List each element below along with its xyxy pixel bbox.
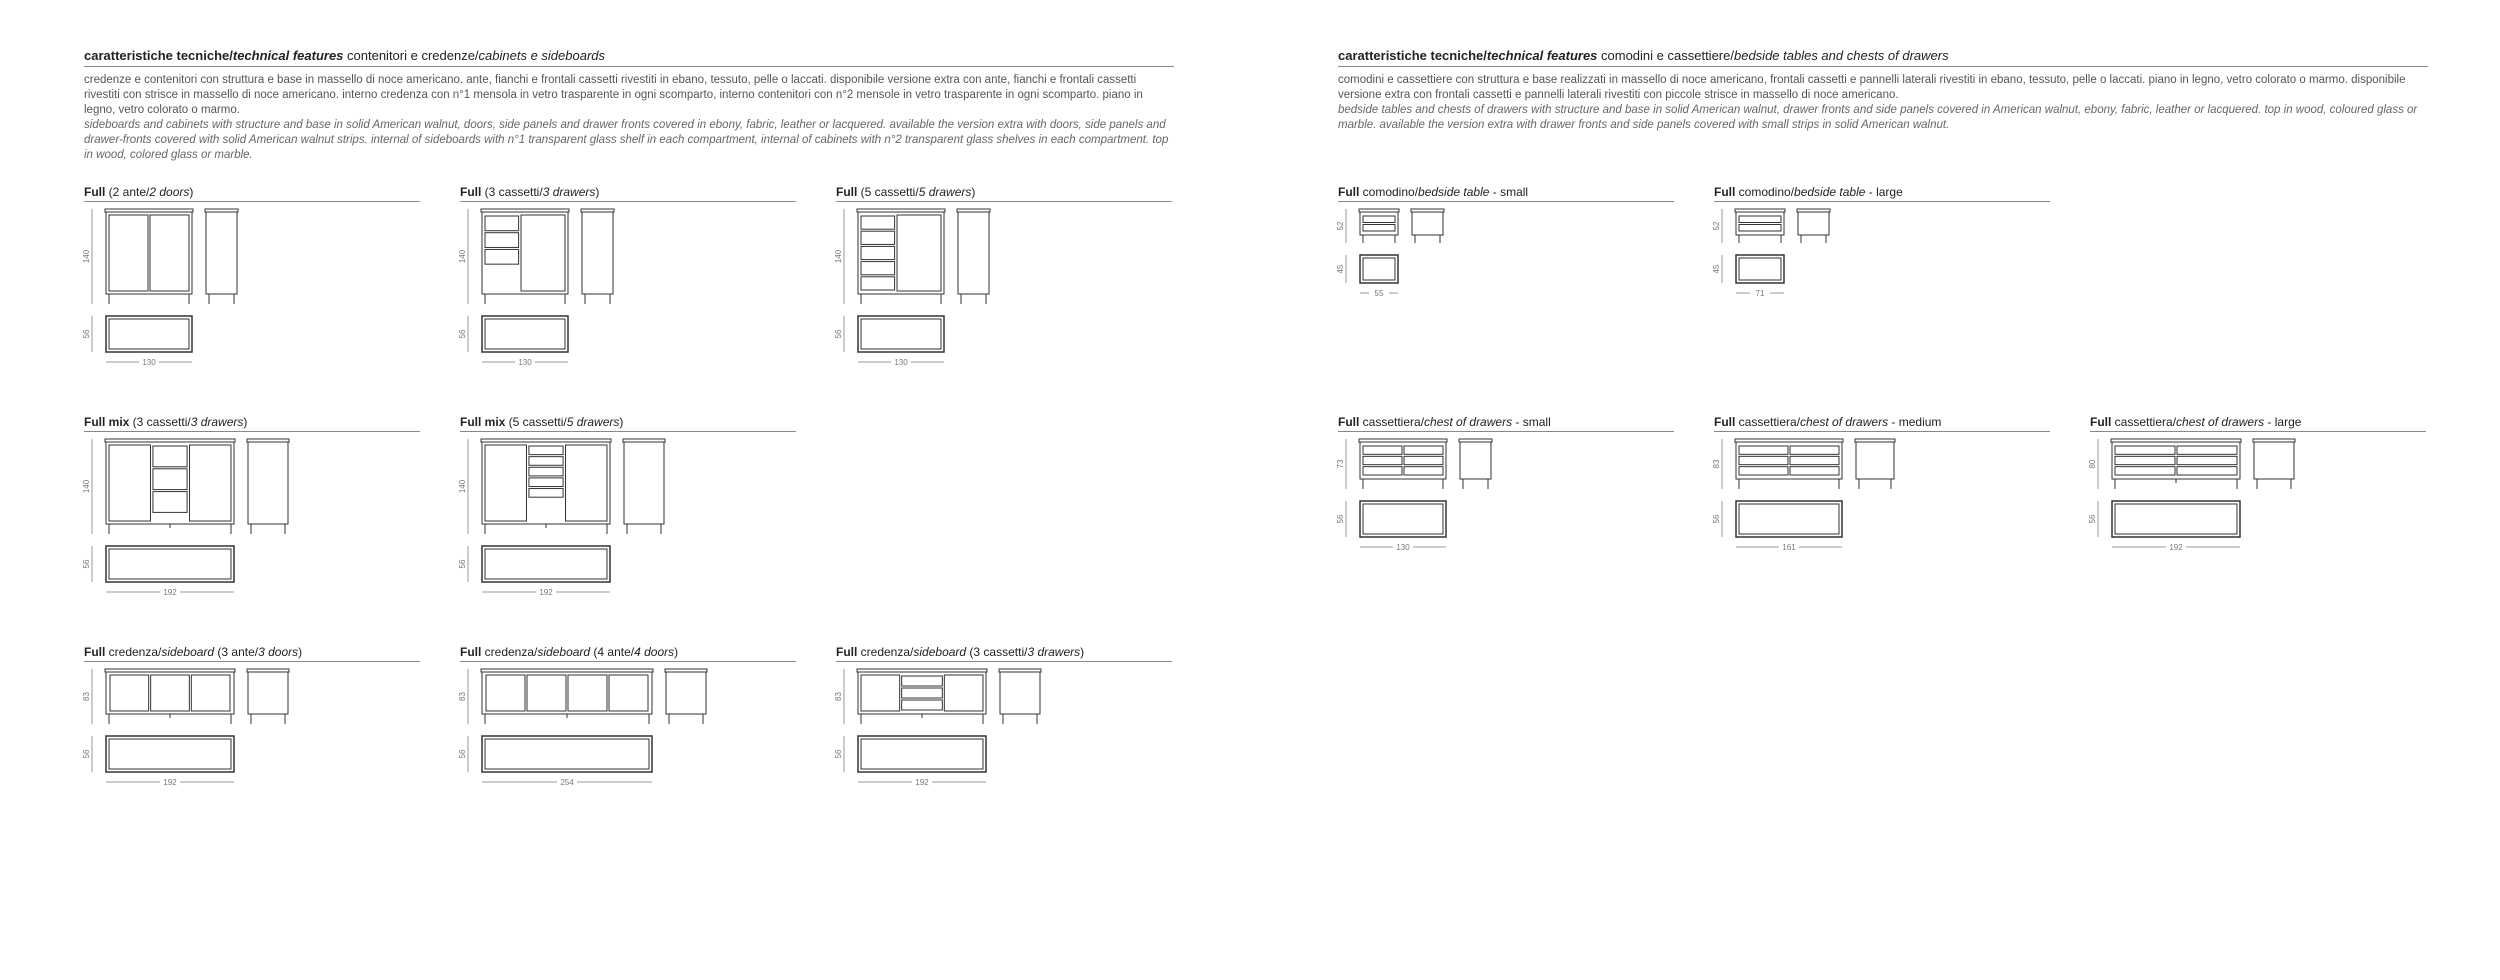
product-section <box>1336 415 1674 552</box>
top-view-outer <box>858 736 986 772</box>
front-body <box>106 212 192 294</box>
drawer-front <box>2177 467 2237 475</box>
top-view-outer <box>1360 255 1398 283</box>
top-view-outer <box>106 546 234 582</box>
right-heading: caratteristiche tecniche/technical features comodini e cassettiere/bedside tables and chests of drawers <box>1338 48 2428 67</box>
side-body <box>624 442 664 524</box>
product-title: Full cassettiera/chest of drawers - large <box>2090 415 2426 432</box>
product-title: Full cassettiera/chest of drawers - medium <box>1714 415 2050 432</box>
drawer-front <box>153 492 187 513</box>
product-section <box>834 185 1172 367</box>
height-label: 140 <box>458 249 467 264</box>
height-label: 80 <box>2088 459 2097 469</box>
top-view-inner <box>109 739 231 769</box>
drawer-front <box>861 277 895 290</box>
drawer-front <box>1739 225 1781 232</box>
top-view-outer <box>106 736 234 772</box>
product-section <box>1336 185 1674 298</box>
drawer-front <box>529 467 563 476</box>
top-view-inner <box>485 319 565 349</box>
product-title: Full credenza/sideboard (3 cassetti/3 drawers) <box>836 645 1172 662</box>
front-body <box>482 212 568 294</box>
drawer-front <box>902 676 943 686</box>
top-view-outer <box>1736 501 1842 537</box>
width-label: 192 <box>163 588 177 597</box>
drawer-front <box>1739 467 1788 475</box>
door <box>527 675 566 711</box>
width-label: 192 <box>2169 543 2183 552</box>
height-label: 83 <box>1712 459 1721 469</box>
side-body <box>248 442 288 524</box>
product-drawing <box>1338 439 1668 629</box>
front-body <box>858 212 944 294</box>
product-drawing <box>84 209 414 399</box>
product-title: Full (3 cassetti/3 drawers) <box>460 185 796 202</box>
side-body <box>666 672 706 714</box>
product-section <box>458 415 796 597</box>
drawer-front <box>1790 446 1839 454</box>
product-section <box>834 645 1172 787</box>
product-drawing <box>84 669 414 859</box>
door <box>151 675 190 711</box>
depth-label: 56 <box>834 749 843 759</box>
top-view-inner <box>861 739 983 769</box>
drawer-front <box>1363 446 1402 454</box>
drawer-front <box>485 216 519 231</box>
top-view-inner <box>485 739 649 769</box>
drawer-front <box>861 216 895 229</box>
product-section <box>458 185 796 367</box>
top-view-outer <box>482 546 610 582</box>
depth-label: 56 <box>834 329 843 339</box>
top-view-inner <box>861 319 941 349</box>
depth-label: 56 <box>2088 514 2097 524</box>
left-description-it: credenze e contenitori con struttura e base in massello di noce americano. ante, fianchi e frontali cassetti rivestiti in ebano, tessuto, pelle o laccati. disponibile versione extra con ante, fianchi e frontali cassetti rivestiti con strisce in massello di noce americano. interno credenza con n°1 mensola in vetro trasparente in ogni scomparto, interno contenitori con n°2 mensole in vetro trasparente in ogni scomparto. piano in legno, vetro colorato o marmo. <box>84 74 1143 116</box>
top-view-inner <box>1739 504 1839 534</box>
side-body <box>1000 672 1040 714</box>
right-description-it: comodini e cassettiere con struttura e base realizzati in massello di noce americano, frontali cassetti e pannelli laterali rivestiti in ebano, tessuto, pelle o laccati. piano in legno, vetro colorato o marmo. disponibile versione extra con frontali cassetti e pannelli laterali rivestiti con piccole strisce in massello di noce americano. <box>1338 74 2406 101</box>
left-description <box>84 73 1174 163</box>
drawer-front <box>529 457 563 466</box>
top-view-outer <box>858 316 944 352</box>
side-body <box>248 672 288 714</box>
width-label: 254 <box>560 778 574 787</box>
height-label: 140 <box>82 249 91 264</box>
door <box>568 675 607 711</box>
width-label: 192 <box>915 778 929 787</box>
top-view-inner <box>109 549 231 579</box>
drawer-front <box>861 262 895 275</box>
height-label: 83 <box>82 692 91 701</box>
product-title: Full comodino/bedside table - small <box>1338 185 1674 202</box>
height-label: 140 <box>458 479 467 494</box>
side-body <box>2254 442 2294 479</box>
width-label: 192 <box>539 588 553 597</box>
product-title: Full cassettiera/chest of drawers - small <box>1338 415 1674 432</box>
width-label: 55 <box>1374 289 1384 298</box>
drawer-front <box>2177 456 2237 464</box>
product-title: Full credenza/sideboard (4 ante/4 doors) <box>460 645 796 662</box>
door <box>190 445 231 521</box>
drawer-front <box>2115 456 2175 464</box>
drawer-front <box>2115 446 2175 454</box>
drawer-front <box>1790 467 1839 475</box>
product-section <box>82 415 420 597</box>
drawer-front <box>2177 446 2237 454</box>
width-label: 130 <box>142 358 156 367</box>
door <box>191 675 230 711</box>
top-view-inner <box>109 319 189 349</box>
side-body <box>958 212 989 294</box>
depth-label: 56 <box>82 329 91 339</box>
product-drawing <box>1338 209 1668 399</box>
product-section <box>1712 185 2050 298</box>
product-title: Full (2 ante/2 doors) <box>84 185 420 202</box>
drawer-front <box>529 478 563 487</box>
front-body <box>1360 212 1398 235</box>
product-title: Full mix (5 cassetti/5 drawers) <box>460 415 796 432</box>
product-drawing <box>84 439 414 629</box>
door <box>485 445 526 521</box>
width-label: 130 <box>1396 543 1410 552</box>
drawer-front <box>529 446 563 455</box>
door <box>861 675 900 711</box>
width-label: 161 <box>1782 543 1796 552</box>
drawer-front <box>1790 456 1839 464</box>
product-section <box>2088 415 2426 552</box>
top-view-outer <box>1360 501 1446 537</box>
drawer-front <box>153 446 187 467</box>
drawer-front <box>485 233 519 248</box>
door <box>609 675 648 711</box>
product-drawing <box>1714 439 2044 629</box>
drawer-front <box>485 249 519 264</box>
door <box>897 215 941 291</box>
drawer-front <box>1739 446 1788 454</box>
drawer-front <box>1739 456 1788 464</box>
side-body <box>1856 442 1894 479</box>
door <box>521 215 565 291</box>
product-drawing <box>2090 439 2420 629</box>
drawer-front <box>1404 446 1443 454</box>
top-view-outer <box>106 316 192 352</box>
right-page <box>1338 48 2428 133</box>
front-body <box>858 672 986 714</box>
right-description <box>1338 73 2428 133</box>
left-description-en: sideboards and cabinets with structure and base in solid American walnut, doors, side panels and drawer fronts covered in ebony, fabric, leather or lacquered. available the version extra with doors, side panels and drawer-fronts covered with solid American walnut strips. internal of sideboards with n°1 transparent glass shelf in each compartment, internal of cabinets with n°2 transparent glass shelves in each compartment. top in wood, colored glass or marble. <box>84 119 1169 161</box>
drawer-front <box>902 688 943 698</box>
depth-label: 56 <box>1712 514 1721 524</box>
front-body <box>482 672 652 714</box>
drawer-front <box>153 469 187 490</box>
right-description-en: bedside tables and chests of drawers with structure and base in solid American walnut, drawer fronts and side panels covered in American walnut, ebony, fabric, leather or lacquered. top in wood, coloured glass or marble. available the version extra with drawer fronts and side panels covered with small strips in solid American walnut. <box>1338 104 2418 131</box>
height-label: 140 <box>82 479 91 494</box>
depth-label: 56 <box>458 559 467 569</box>
product-drawing <box>460 209 790 399</box>
door <box>109 215 148 291</box>
door <box>486 675 525 711</box>
front-body <box>1736 212 1784 235</box>
left-page <box>84 48 1174 163</box>
height-label: 83 <box>834 692 843 701</box>
drawer-front <box>861 246 895 259</box>
product-drawing <box>836 669 1166 859</box>
depth-label: 56 <box>458 329 467 339</box>
depth-label: 56 <box>82 559 91 569</box>
height-label: 83 <box>458 692 467 701</box>
height-label: 140 <box>834 249 843 264</box>
top-view-outer <box>1736 255 1784 283</box>
product-drawing <box>460 669 790 859</box>
product-title: Full comodino/bedside table - large <box>1714 185 2050 202</box>
product-section <box>458 645 796 787</box>
product-title: Full mix (3 cassetti/3 drawers) <box>84 415 420 432</box>
door <box>109 445 150 521</box>
depth-label: 56 <box>1336 514 1345 524</box>
door <box>150 215 189 291</box>
door <box>110 675 149 711</box>
side-body <box>1798 212 1829 235</box>
front-body <box>1736 442 1842 479</box>
width-label: 130 <box>894 358 908 367</box>
side-body <box>582 212 613 294</box>
product-drawing <box>836 209 1166 399</box>
door <box>566 445 607 521</box>
side-body <box>206 212 237 294</box>
front-body <box>1360 442 1446 479</box>
front-body <box>106 672 234 714</box>
product-drawing <box>1714 209 2044 399</box>
drawer-front <box>1404 467 1443 475</box>
side-body <box>1412 212 1443 235</box>
drawer-front <box>1363 456 1402 464</box>
height-label: 52 <box>1712 221 1721 231</box>
drawer-front <box>902 700 943 710</box>
drawer-front <box>1363 225 1395 232</box>
product-section <box>82 185 420 367</box>
top-view-inner <box>485 549 607 579</box>
height-label: 52 <box>1336 221 1345 231</box>
depth-label: 45 <box>1712 264 1721 274</box>
top-view-outer <box>482 316 568 352</box>
depth-label: 56 <box>458 749 467 759</box>
top-view-inner <box>2115 504 2237 534</box>
width-label: 130 <box>518 358 532 367</box>
top-view-outer <box>482 736 652 772</box>
drawer-front <box>1363 216 1395 223</box>
drawer-front <box>2115 467 2175 475</box>
drawer-front <box>1404 456 1443 464</box>
door <box>944 675 983 711</box>
width-label: 192 <box>163 778 177 787</box>
front-body <box>2112 442 2240 479</box>
top-view-outer <box>2112 501 2240 537</box>
height-label: 73 <box>1336 459 1345 469</box>
left-heading: caratteristiche tecniche/technical features contenitori e credenze/cabinets e sideboards <box>84 48 1174 67</box>
drawer-front <box>861 231 895 244</box>
top-view-inner <box>1363 504 1443 534</box>
side-body <box>1460 442 1491 479</box>
width-label: 71 <box>1755 289 1765 298</box>
top-view-inner <box>1739 258 1781 280</box>
depth-label: 56 <box>82 749 91 759</box>
drawer-front <box>1739 216 1781 223</box>
front-body <box>106 442 234 524</box>
drawer-front <box>1363 467 1402 475</box>
product-section <box>1712 415 2050 552</box>
product-title: Full credenza/sideboard (3 ante/3 doors) <box>84 645 420 662</box>
drawer-front <box>529 489 563 498</box>
product-title: Full (5 cassetti/5 drawers) <box>836 185 1172 202</box>
product-drawing <box>460 439 790 629</box>
product-section <box>82 645 420 787</box>
top-view-inner <box>1363 258 1395 280</box>
depth-label: 45 <box>1336 264 1345 274</box>
